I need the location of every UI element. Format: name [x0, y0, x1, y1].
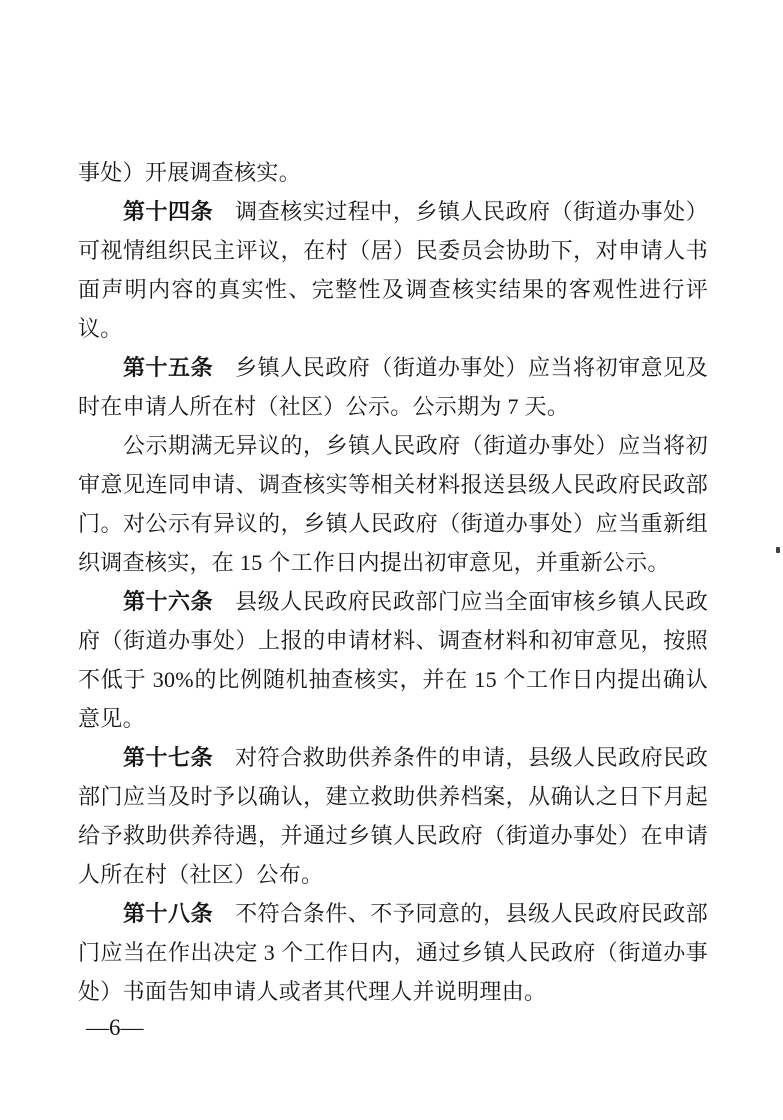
document-text-block — [78, 153, 708, 1011]
paragraph-text: 乡镇人民政府（街道办事处）应当将初审意见及时在申请人所在村（社区）公示。公示期为 7 天。 — [78, 355, 708, 419]
scan-artifact-speck — [776, 547, 780, 553]
article-number: 第十七条 — [123, 745, 214, 770]
paragraph — [78, 894, 708, 1011]
paragraph-text: 调查核实过程中，乡镇人民政府（街道办事处）可视情组织民主评议，在村（居）民委员会协助下，对申请人书面声明内容的真实性、完整性及调查核实结果的客观性进行评议。 — [78, 199, 708, 341]
article-number: 第十五条 — [123, 355, 214, 380]
page-number: —6— — [86, 1015, 144, 1040]
paragraph — [78, 582, 708, 738]
article-number: 第十八条 — [123, 901, 214, 926]
paragraph — [78, 348, 708, 426]
article-number: 第十四条 — [123, 199, 214, 224]
article-number: 第十六条 — [123, 589, 214, 614]
paragraph — [78, 153, 708, 192]
paragraph-text: 事处）开展调查核实。 — [78, 160, 302, 185]
paragraph-text: 不符合条件、不予同意的，县级人民政府民政部门应当在作出决定 3 个工作日内，通过乡镇人民政府（街道办事处）书面告知申请人或者其代理人并说明理由。 — [78, 901, 708, 1004]
paragraph-text: 公示期满无异议的，乡镇人民政府（街道办事处）应当将初审意见连同申请、调查核实等相关材料报送县级人民政府民政部门。对公示有异议的，乡镇人民政府（街道办事处）应当重新组织调查核实，在 15 个工作日内提出初审意见，并重新公示。 — [78, 433, 708, 575]
paragraph — [78, 738, 708, 894]
paragraph — [78, 426, 708, 582]
paragraph — [78, 192, 708, 348]
paragraph-text: 县级人民政府民政部门应当全面审核乡镇人民政府（街道办事处）上报的申请材料、调查材料和初审意见，按照不低于 30%的比例随机抽查核实，并在 15 个工作日内提出确认意见。 — [78, 589, 708, 731]
paragraph-text: 对符合救助供养条件的申请，县级人民政府民政部门应当及时予以确认，建立救助供养档案，从确认之日下月起给予救助供养待遇，并通过乡镇人民政府（街道办事处）在申请人所在村（社区）公布。 — [78, 745, 708, 887]
